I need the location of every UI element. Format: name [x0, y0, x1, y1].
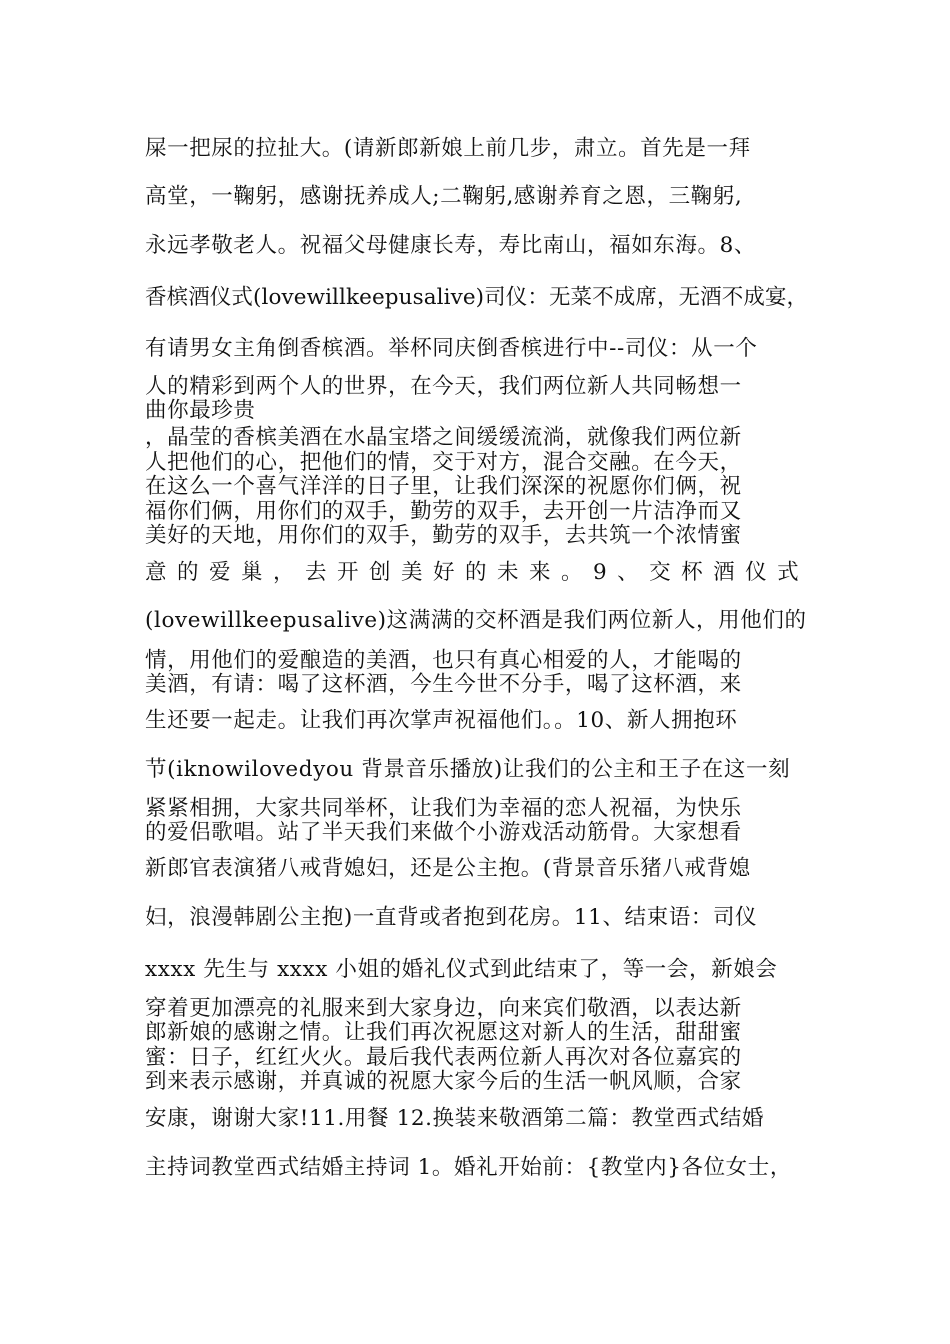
- text-line: xxxx 先生与 xxxx 小姐的婚礼仪式到此结束了，等一会，新娘会: [145, 957, 778, 982]
- text-line: 永远孝敬老人。祝福父母健康长寿，寿比南山，福如东海。8、: [145, 233, 756, 258]
- text-line: 情，用他们的爱酿造的美酒，也只有真心相爱的人，才能喝的: [145, 648, 742, 673]
- text-line: 郎新娘的感谢之情。让我们再次祝愿这对新人的生活，甜甜蜜: [145, 1020, 742, 1045]
- text-line: 紧紧相拥，大家共同举杯，让我们为幸福的恋人祝福，为快乐: [145, 796, 742, 821]
- text-line: 人的精彩到两个人的世界，在今天，我们两位新人共同畅想一: [145, 374, 742, 399]
- text-line: 妇，浪漫韩剧公主抱)一直背或者抱到花房。11、结束语：司仪: [145, 905, 758, 930]
- text-line: 有请男女主角倒香槟酒。举杯同庆倒香槟进行中--司仪：从一个: [145, 336, 758, 361]
- text-line: 安康，谢谢大家!11.用餐 12.换装来敬酒第二篇：教堂西式结婚: [145, 1106, 765, 1131]
- text-line: 在这么一个喜气洋洋的日子里，让我们深深的祝愿你们俩，祝: [145, 474, 742, 499]
- text-line: 屎一把尿的拉扯大。(请新郎新娘上前几步，肃立。首先是一拜: [145, 136, 751, 161]
- text-line: (lovewillkeepusalive)这满满的交杯酒是我们两位新人，用他们的: [145, 608, 807, 633]
- text-line: 穿着更加漂亮的礼服来到大家身边，向来宾们敬酒，以表达新: [145, 996, 742, 1021]
- text-line: 节(iknowilovedyou 背景音乐播放)让我们的公主和王子在这一刻: [145, 757, 791, 782]
- text-line: 意的爱巢，去开创美好的未来。9、交杯酒仪式: [145, 560, 810, 585]
- text-line: 的爱侣歌唱。站了半天我们来做个小游戏活动筋骨。大家想看: [145, 820, 742, 845]
- text-line: 蜜：日子，红红火火。最后我代表两位新人再次对各位嘉宾的: [145, 1045, 742, 1070]
- text-line: 福你们俩，用你们的双手，勤劳的双手，去开创一片洁净而又: [145, 499, 742, 524]
- text-line: 美好的天地，用你们的双手，勤劳的双手，去共筑一个浓情蜜: [145, 523, 742, 548]
- text-line: ，晶莹的香槟美酒在水晶宝塔之间缓缓流淌，就像我们两位新: [145, 425, 742, 450]
- text-line: 人把他们的心，把他们的情，交于对方，混合交融。在今天，: [145, 450, 742, 475]
- text-line: 生还要一起走。让我们再次掌声祝福他们。。10、新人拥抱环: [145, 708, 738, 733]
- text-line: 香槟酒仪式(lovewillkeepusalive)司仪：无菜不成席，无酒不成宴，: [145, 285, 809, 310]
- text-line: 曲你最珍贵: [145, 398, 256, 423]
- text-line: 新郎官表演猪八戒背媳妇，还是公主抱。(背景音乐猪八戒背媳: [145, 856, 751, 881]
- text-line: 美酒，有请：喝了这杯酒，今生今世不分手，喝了这杯酒，来: [145, 672, 742, 697]
- text-line: 主持词教堂西式结婚主持词 1。婚礼开始前：{教堂内}各位女士，: [145, 1155, 792, 1180]
- text-line: 高堂，一鞠躬，感谢抚养成人;二鞠躬,感谢养育之恩，三鞠躬,: [145, 184, 743, 209]
- text-line: 到来表示感谢，并真诚的祝愿大家今后的生活一帆风顺，合家: [145, 1069, 742, 1094]
